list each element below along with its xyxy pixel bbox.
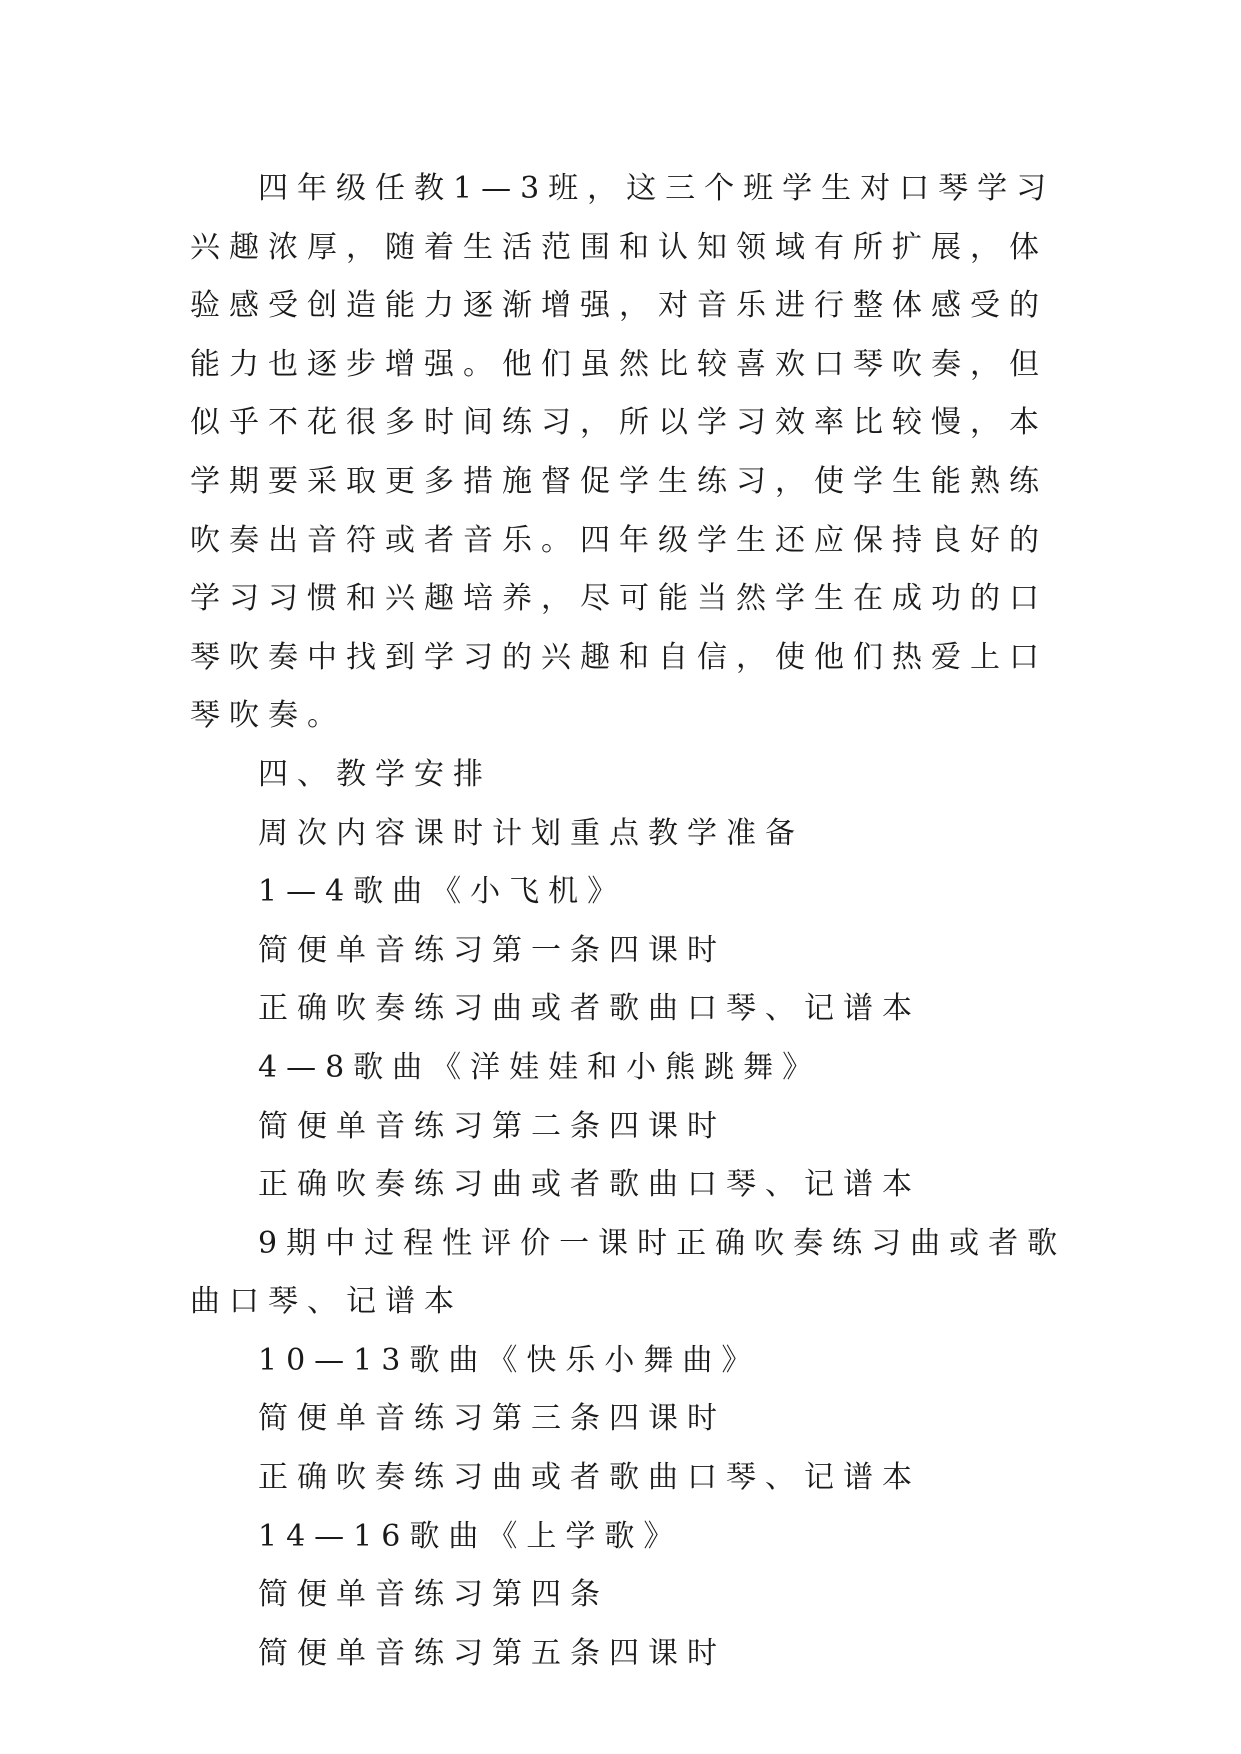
schedule-line: 正确吹奏练习曲或者歌曲口琴、记谱本 bbox=[258, 1167, 921, 1203]
schedule-line: 1—4歌曲《小飞机》 bbox=[258, 874, 627, 910]
schedule-line: 10—13歌曲《快乐小舞曲》 bbox=[258, 1342, 761, 1378]
schedule-line: 简便单音练习第一条四课时 bbox=[258, 932, 726, 968]
schedule-line: 4—8歌曲《洋娃娃和小熊跳舞》 bbox=[258, 1049, 822, 1085]
intro-paragraph: 四年级任教1—3班，这三个班学生对口琴学习兴趣浓厚，随着生活范围和认知领域有所扩展，体验感受创造能力逐渐增强，对音乐进行整体感受的能力也逐步增强。他们虽然比较喜欢口琴吹奏，但似乎不花很多时间练习，所以学习效率比较慢，本学期要采取更多措施督促学生练习，使学生能熟练吹奏出音符或者音乐。四年级学生还应保持良好的学习习惯和兴趣培养，尽可能当然学生在成功的口琴吹奏中找到学习的兴趣和自信，使他们热爱上口琴吹奏。 bbox=[190, 171, 1056, 734]
document-body bbox=[190, 160, 1070, 1683]
section-heading: 四、教学安排 bbox=[258, 756, 492, 792]
schedule-line: 简便单音练习第三条四课时 bbox=[258, 1401, 726, 1437]
schedule-line: 简便单音练习第四条 bbox=[258, 1577, 609, 1613]
schedule-line: 9期中过程性评价一课时正确吹奏练习曲或者歌曲口琴、记谱本 bbox=[190, 1225, 1067, 1320]
schedule-line: 简便单音练习第二条四课时 bbox=[258, 1108, 726, 1144]
schedule-line: 正确吹奏练习曲或者歌曲口琴、记谱本 bbox=[258, 991, 921, 1027]
schedule-header: 周次内容课时计划重点教学准备 bbox=[258, 815, 804, 851]
schedule-line: 正确吹奏练习曲或者歌曲口琴、记谱本 bbox=[258, 1460, 921, 1496]
schedule-line: 14—16歌曲《上学歌》 bbox=[258, 1518, 683, 1554]
schedule-line: 简便单音练习第五条四课时 bbox=[258, 1635, 726, 1671]
